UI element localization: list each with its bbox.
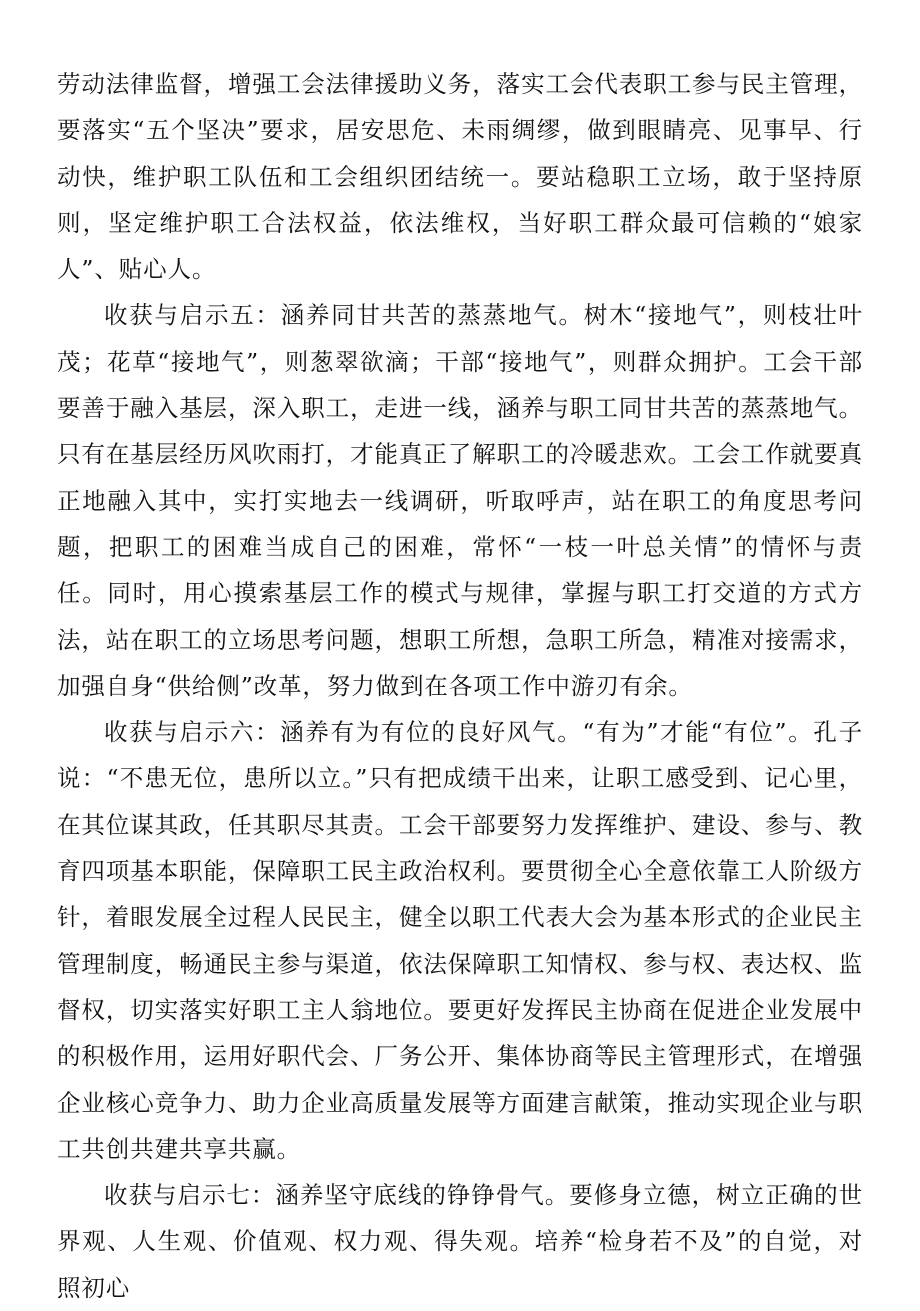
paragraph-insight-seven: 收获与启示七：涵养坚守底线的铮铮骨气。要修身立德，树立正确的世界观、人生观、价值观、权力观、得失观。培养“检身若不及”的自觉，对照初心 bbox=[57, 1181, 863, 1302]
paragraph-continuation: 劳动法律监督，增强工会法律援助义务，落实工会代表职工参与民主管理，要落实“五个坚决”要求，居安思危、未雨绸缪，做到眼睛亮、见事早、行动快，维护职工队伍和工会组织团结统一。要站稳职工立场，敢于坚持原则，坚定维护职工合法权益，依法维权，当好职工群众最可信赖的“娘家人”、贴心人。 bbox=[57, 70, 863, 284]
paragraph-insight-six: 收获与启示六：涵养有为有位的良好风气。“有为”才能“有位”。孔子说：“不患无位，患所以立。”只有把成绩干出来，让职工感受到、记心里，在其位谋其政，任其职尽其责。工会干部要努力发挥维护、建设、参与、教育四项基本职能，保障职工民主政治权利。要贯彻全心全意依靠工人阶级方针，着眼发展全过程人民民主，健全以职工代表大会为基本形式的企业民主管理制度，畅通民主参与渠道，依法保障职工知情权、参与权、表达权、监督权，切实落实好职工主人翁地位。要更好发挥民主协商在促进企业发展中的积极作用，运用好职代会、厂务公开、集体协商等民主管理形式，在增强企业核心竞争力、助力企业高质量发展等方面建言献策，推动实现企业与职工共创共建共享共赢。 bbox=[57, 718, 863, 1163]
document-body bbox=[57, 61, 863, 1311]
paragraph-insight-five: 收获与启示五：涵养同甘共苦的蒸蒸地气。树木“接地气”，则枝壮叶茂；花草“接地气”，则葱翠欲滴；干部“接地气”，则群众拥护。工会干部要善于融入基层，深入职工，走进一线，涵养与职工同甘共苦的蒸蒸地气。只有在基层经历风吹雨打，才能真正了解职工的冷暖悲欢。工会工作就要真正地融入其中，实打实地去一线调研，听取呼声，站在职工的角度思考问题，把职工的困难当成自己的困难，常怀“一枝一叶总关情”的情怀与责任。同时，用心摸索基层工作的模式与规律，掌握与职工打交道的方式方法，站在职工的立场思考问题，想职工所想，急职工所急，精准对接需求，加强自身“供给侧”改革，努力做到在各项工作中游刃有余。 bbox=[57, 301, 863, 700]
